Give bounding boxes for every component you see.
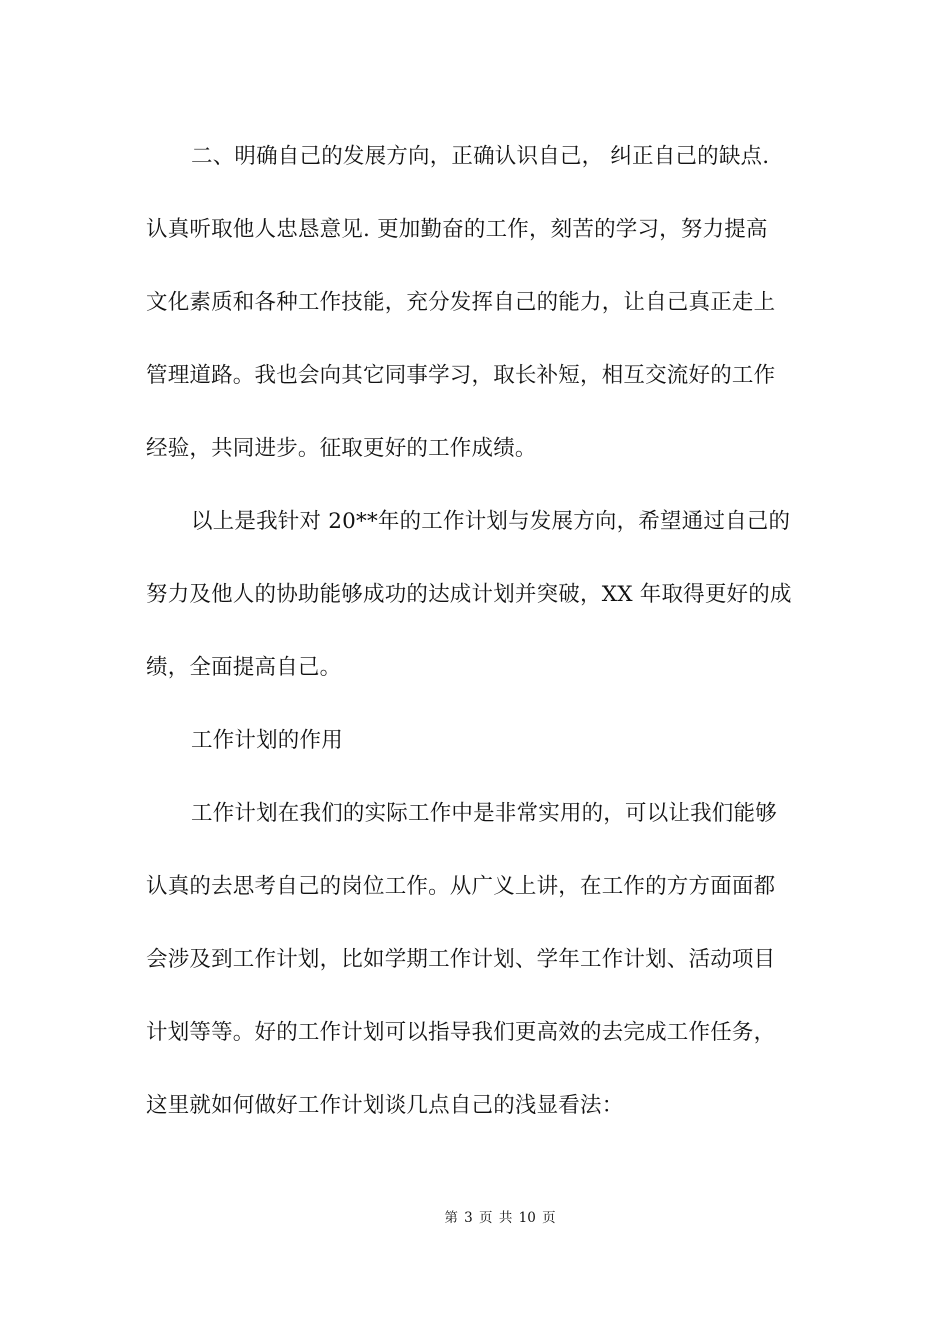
document-body	[146, 132, 806, 1154]
section-heading: 工作计划的作用	[191, 728, 343, 753]
paragraph-line: 以上是我针对 20**年的工作计划与发展方向，希望通过自己的	[191, 509, 791, 534]
paragraph-line: 这里就如何做好工作计划谈几点自己的浅显看法：	[146, 1093, 624, 1118]
paragraph-line: 努力及他人的协助能够成功的达成计划并突破，XX 年取得更好的成	[146, 582, 792, 607]
paragraph-line: 管理道路。我也会向其它同事学习，取长补短，相互交流好的工作	[146, 363, 776, 388]
paragraph-line: 会涉及到工作计划，比如学期工作计划、学年工作计划、活动项目	[146, 947, 776, 972]
paragraph-line: 计划等等。好的工作计划可以指导我们更高效的去完成工作任务，	[146, 1020, 776, 1045]
paragraph-line: 二、明确自己的发展方向，正确认识自己， 纠正自己的缺点.	[191, 144, 770, 169]
page-number-footer: 第 3 页 共 10 页	[444, 1210, 556, 1226]
paragraph-line: 认真的去思考自己的岗位工作。从广义上讲，在工作的方方面面都	[146, 874, 776, 899]
paragraph-line: 工作计划在我们的实际工作中是非常实用的，可以让我们能够	[191, 801, 777, 826]
paragraph-line: 绩，全面提高自己。	[146, 655, 342, 680]
paragraph-line: 经验，共同进步。征取更好的工作成绩。	[146, 436, 537, 461]
paragraph-line: 文化素质和各种工作技能，充分发挥自己的能力，让自己真正走上	[146, 290, 776, 315]
paragraph-line: 认真听取他人忠恳意见. 更加勤奋的工作，刻苦的学习，努力提高	[146, 217, 768, 242]
